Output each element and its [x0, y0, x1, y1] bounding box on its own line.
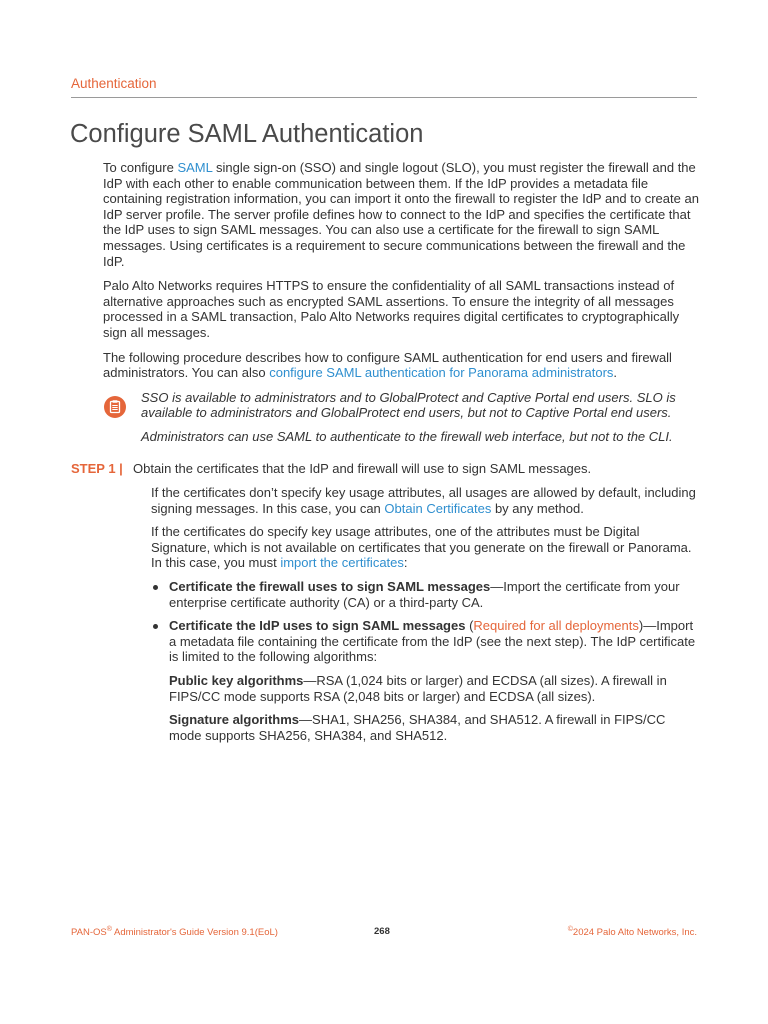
note-paragraph-1: SSO is available to administrators and to GlobalProtect and Captive Portal end users. SLO is available to administrators and GlobalProtect end users, but not to Captive Portal end users.	[141, 389, 676, 421]
bold-term: Certificate the IdP uses to sign SAML messages	[169, 618, 466, 634]
list-item	[151, 579, 699, 610]
obtain-certificates-link[interactable]: Obtain Certificates	[384, 500, 492, 516]
step-title: Obtain the certificates that the IdP and firewall will use to sign SAML messages.	[133, 460, 592, 476]
text-span: —SHA1, SHA256, SHA384, and SHA512. A firewall in FIPS/CC mode supports SHA256, SHA384, and SHA512.	[169, 712, 666, 743]
text-span: .	[613, 365, 618, 381]
text-span: single sign-on (SSO) and single logout (SLO), you must register the firewall and the IdP with each other to enable communication between them. If the IdP provides a metadata file containing registration information, you can import it onto the firewall to register the IdP and to create an IdP server profile. The server profile defines how to connect to the IdP and specifies the certificate that the IdP uses to sign SAML messages. You can also use a certificate for the firewall to sign SAML messages. Using certificates is a requirement to secure communications between the firewall and the IdP.	[103, 160, 699, 269]
text-span: If the certificates do specify key usage attributes, one of the attributes must be Digital Signature, which is not available on certificates that you generate on the firewall or Panorama. In this case, you must	[151, 524, 692, 571]
header-rule	[71, 97, 697, 98]
intro-paragraph-3	[103, 350, 699, 381]
footer-guide-title[interactable]	[71, 926, 278, 938]
bold-term: Certificate the firewall uses to sign SAML messages	[169, 579, 491, 595]
text-span: PAN-OS	[71, 927, 107, 939]
step-label: STEP 1 |	[71, 460, 123, 476]
page-title: Configure SAML Authentication	[70, 120, 424, 148]
text-span: The following procedure describes how to configure SAML authentication for end users and firewall administrators. You can also	[103, 349, 672, 381]
step-paragraph-2	[151, 524, 699, 571]
bold-term: Signature algorithms	[169, 712, 300, 728]
section-label[interactable]: Authentication	[71, 76, 157, 91]
import-certificates-link[interactable]: import the certificates	[280, 555, 404, 571]
intro-paragraph-2: Palo Alto Networks requires HTTPS to ensure the confidentiality of all SAML transactions instead of alternative approaches such as encrypted SAML assertions. To ensure the integrity of all messages processed in a SAML transaction, Palo Alto Networks requires digital certificates to cryptographically sign all messages.	[103, 278, 680, 340]
text-span: 2024 Palo Alto Networks, Inc.	[572, 927, 697, 939]
bold-term: Public key algorithms	[169, 673, 304, 689]
step-body	[133, 461, 699, 744]
text-span: )—Import a metadata file containing the certificate from the IdP (see the next step). The IdP certificate is limited to the following algorithms:	[169, 618, 696, 665]
text-span: —RSA (1,024 bits or larger) and ECDSA (all sizes). A firewall in FIPS/CC mode supports RSA (2,048 bits or larger) and ECDSA (all sizes).	[169, 673, 667, 704]
body-content	[71, 160, 699, 751]
text-span: (	[465, 618, 474, 634]
signature-algorithms	[151, 712, 699, 743]
panorama-saml-link[interactable]: configure SAML authentication for Panorama administrators	[269, 365, 614, 381]
text-span: Administrator's Guide Version 9.1(EoL)	[111, 927, 278, 939]
step-1	[71, 460, 699, 744]
certificate-list	[151, 579, 699, 665]
public-key-algorithms	[151, 673, 699, 704]
saml-link[interactable]: SAML	[177, 160, 213, 175]
text-span: by any method.	[491, 500, 584, 516]
text-span: :	[403, 555, 408, 571]
copyright-mark: ©	[567, 926, 573, 933]
step-content	[151, 485, 699, 743]
note-box	[103, 390, 699, 445]
footer-copyright	[568, 926, 697, 938]
list-item	[151, 618, 699, 665]
step-paragraph-1	[151, 485, 699, 516]
required-badge: Required for all deployments	[473, 618, 639, 634]
text-span: To configure	[103, 160, 178, 175]
page-number: 268	[374, 926, 390, 937]
text-span: If the certificates don’t specify key usage attributes, all usages are allowed by default, including signing messages. In this case, you can	[151, 485, 696, 516]
registered-mark: ®	[106, 926, 112, 933]
note-paragraph-2: Administrators can use SAML to authenticate to the firewall web interface, but not to the CLI.	[141, 428, 673, 444]
intro-paragraph-1	[103, 160, 699, 269]
note-icon	[104, 396, 126, 418]
text-span: —Import the certificate from your enterprise certificate authority (CA) or a third-party CA.	[169, 579, 680, 610]
